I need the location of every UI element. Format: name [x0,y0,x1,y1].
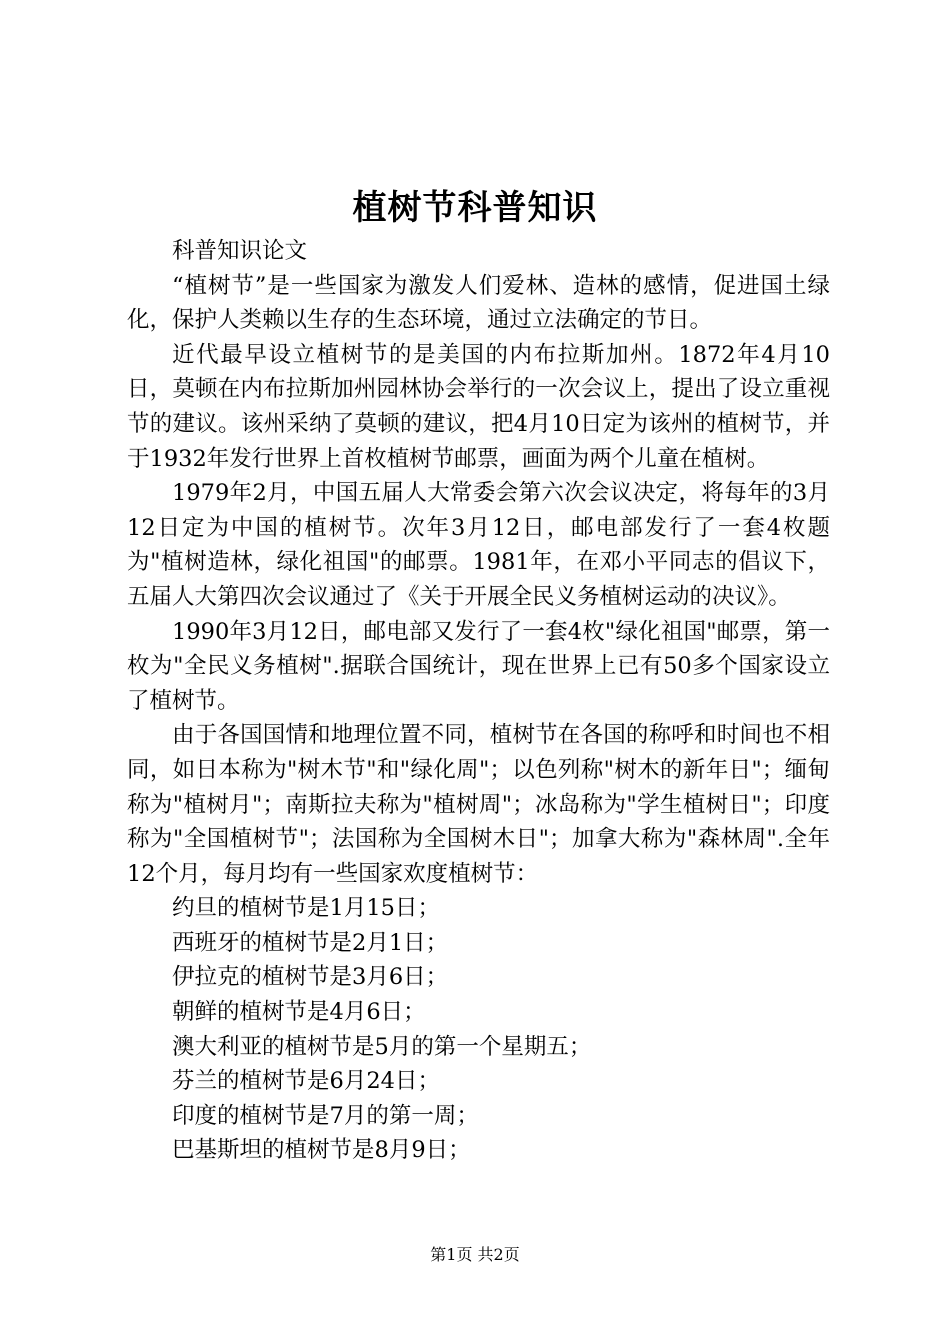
list-item: 澳大利亚的植树节是5月的第一个星期五； [172,1033,592,1060]
paragraph: 1990年3月12日，邮电部又发行了一套4枚"绿化祖国"邮票，第一枚为"全民义务植树".据联合国统计，现在世界上已有50多个国家设立了植树节。 [127,618,830,714]
document-title: 植树节科普知识 [352,188,598,228]
list-item: 芬兰的植树节是6月24日； [172,1068,440,1095]
page-footer: 第1页 共2页 [430,1245,520,1264]
list-item: 朝鲜的植树节是4月6日； [172,999,426,1026]
paragraph: 近代最早设立植树节的是美国的内布拉斯加州。1872年4月10日，莫顿在内布拉斯加州园林协会举行的一次会议上，提出了设立重视节的建议。该州采纳了莫顿的建议，把4月10日定为该州的植树节，并于1932年发行世界上首枚植树节邮票，画面为两个儿童在植树。 [127,341,830,472]
list-item: 西班牙的植树节是2月1日； [172,929,449,956]
document-subtitle: 科普知识论文 [172,238,308,264]
list-item: 约旦的植树节是1月15日； [172,895,440,922]
paragraph: 1979年2月，中国五届人大常委会第六次会议决定，将每年的3月12日定为中国的植树节。次年3月12日，邮电部发行了一套4枚题为"植树造林，绿化祖国"的邮票。1981年，在邓小平同志的倡议下，五届人大第四次会议通过了《关于开展全民义务植树运动的决议》。 [127,480,830,610]
list-item: 巴基斯坦的植树节是8月9日； [172,1137,471,1164]
list-item: 伊拉克的植树节是3月6日； [172,964,449,991]
document-body [127,234,830,1168]
list-item: 印度的植树节是7月的第一周； [172,1102,479,1129]
paragraph: 由于各国国情和地理位置不同，植树节在各国的称呼和时间也不相同，如日本称为"树木节"和"绿化周"；以色列称"树木的新年日"；缅甸称为"植树月"；南斯拉夫称为"植树周"；冰岛称为"学生植树日"；印度称为"全国植树节"；法国称为全国树木日"；加拿大称为"森林周".全年12个月，每月均有一些国家欢度植树节： [127,722,830,887]
paragraph: “植树节”是一些国家为激发人们爱林、造林的感情，促进国土绿化，保护人类赖以生存的生态环境，通过立法确定的节日。 [127,272,830,334]
